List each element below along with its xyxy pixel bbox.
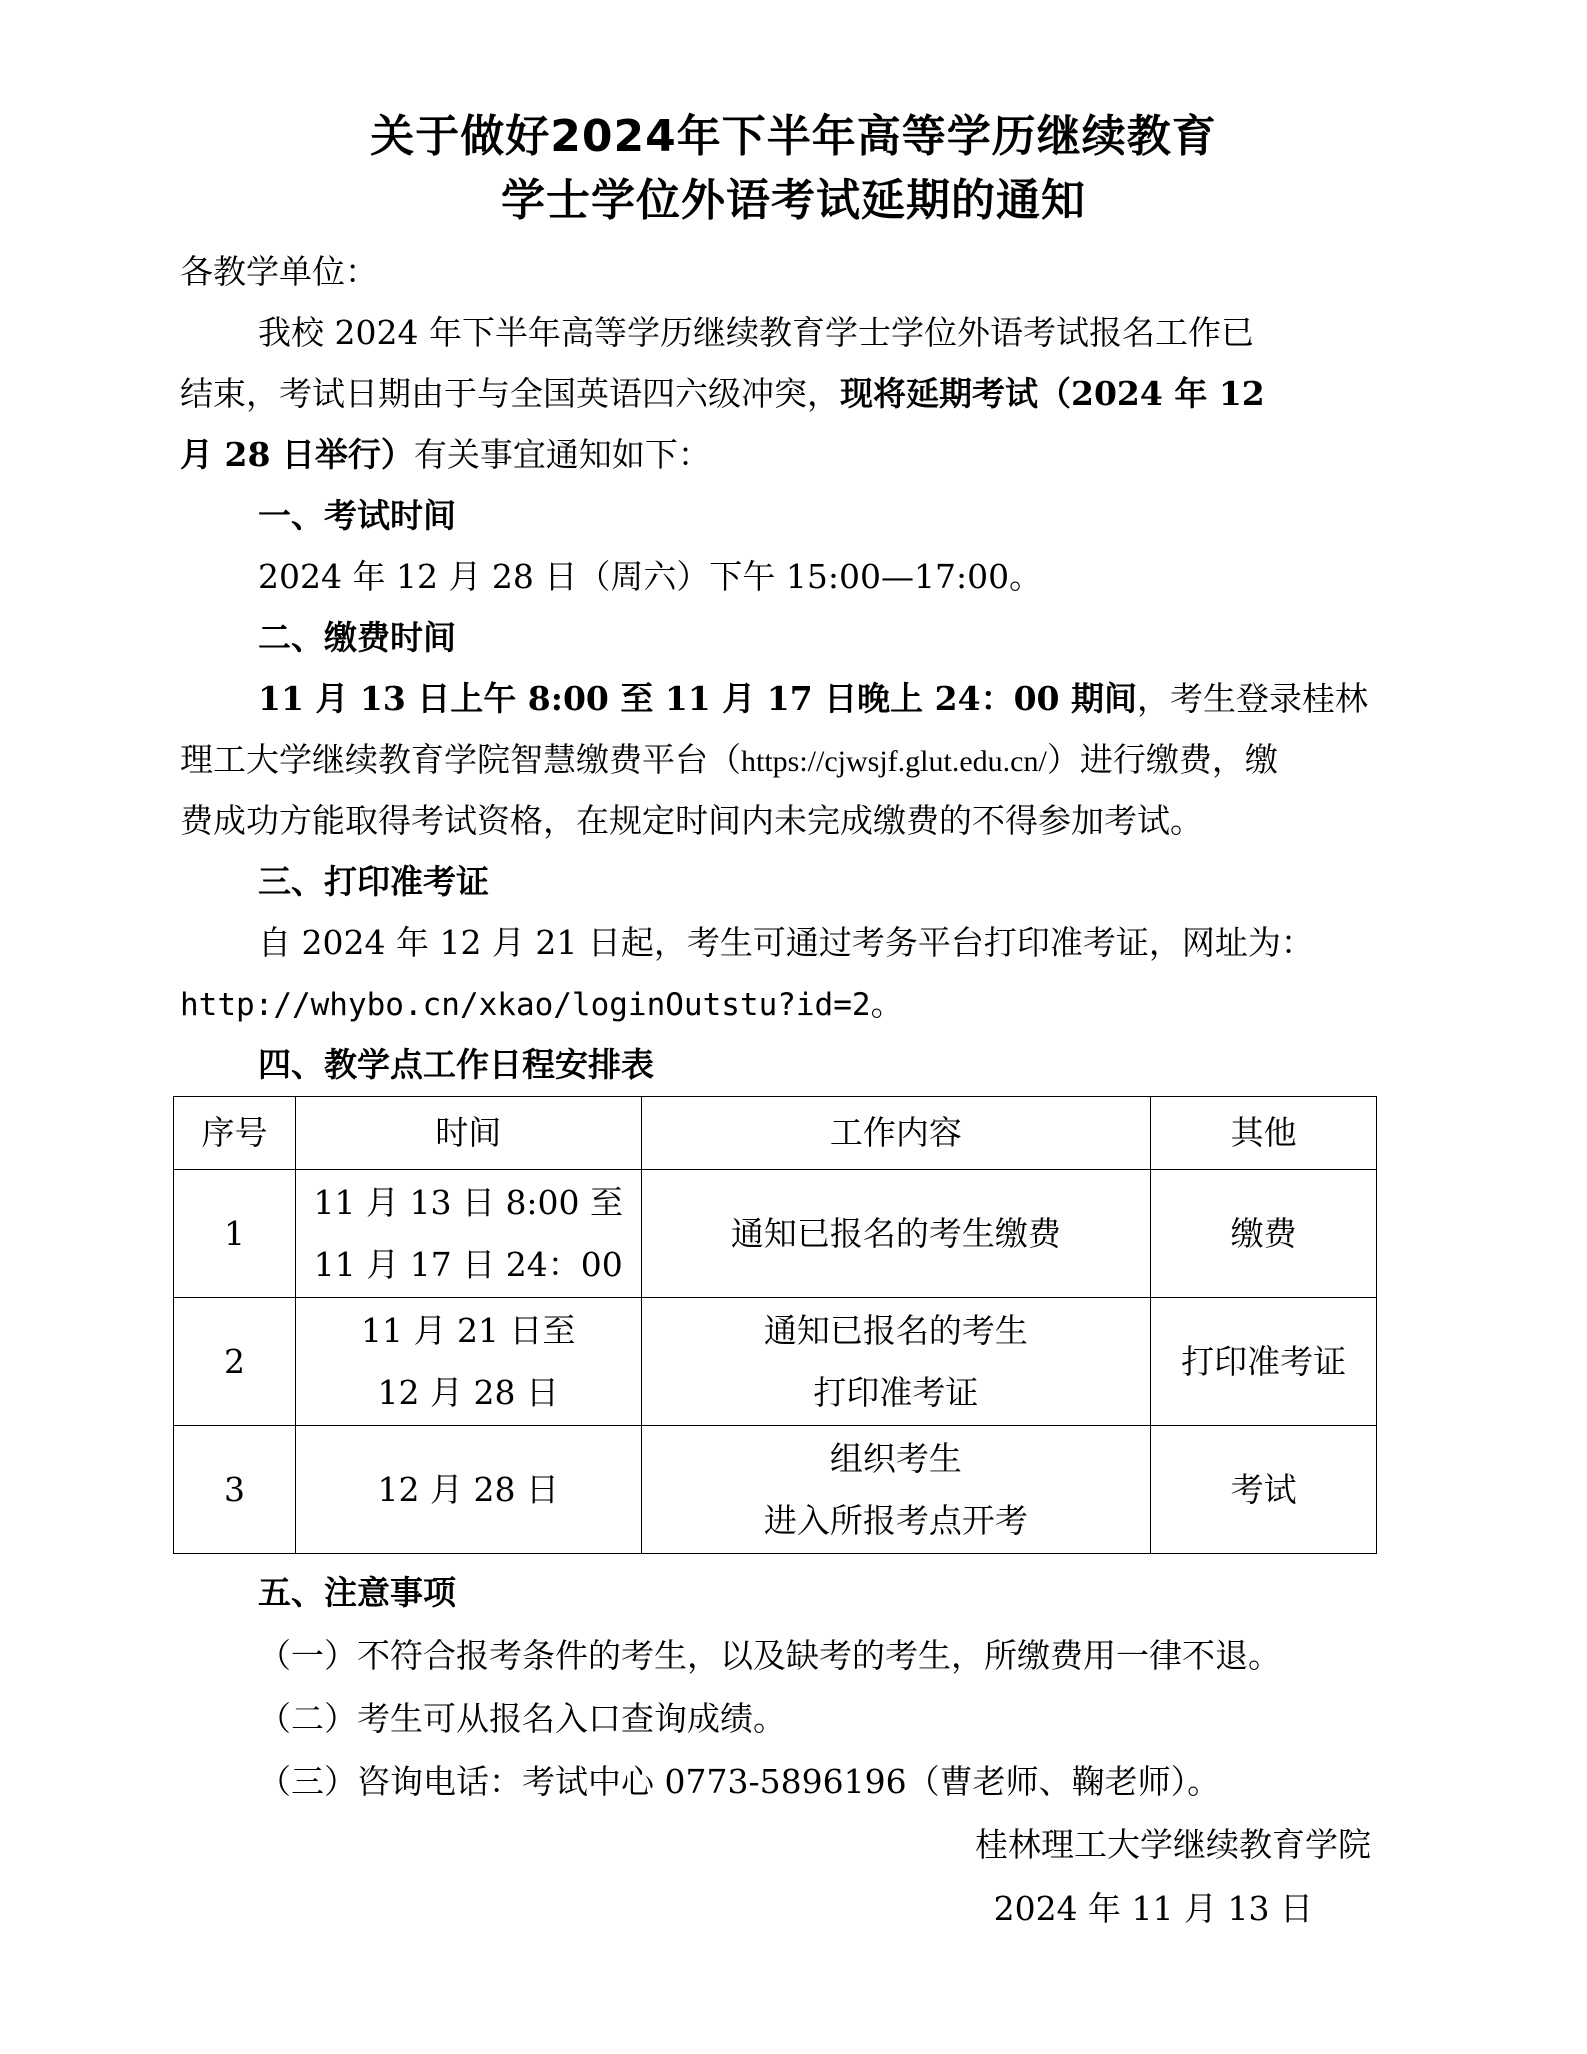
cell-content-line: 组织考生 xyxy=(829,1438,962,1478)
notice-item-3: （三）咨询电话：考试中心 0773-5896196（曹老师、鞠老师）。 xyxy=(258,1762,1221,1801)
section-5-heading: 五、注意事项 xyxy=(258,1573,456,1612)
section-2-line-2-text-b: ）进行缴费，缴 xyxy=(1046,740,1278,779)
header-time: 时间 xyxy=(295,1097,641,1170)
intro-line-3 xyxy=(180,424,1380,486)
cell-time-line: 11 月 17 日 24：00 xyxy=(313,1244,623,1284)
notice-item-2: （二）考生可从报名入口查询成绩。 xyxy=(258,1699,786,1738)
cell-time-line: 11 月 21 日至 xyxy=(361,1310,576,1350)
table-header-row xyxy=(174,1097,1377,1170)
cell-time xyxy=(295,1298,641,1426)
section-2-line-1 xyxy=(258,668,1458,730)
signature-organization: 桂林理工大学继续教育学院 xyxy=(975,1825,1371,1864)
cell-time xyxy=(295,1426,641,1554)
page-title-line-2: 学士学位外语考试延期的通知 xyxy=(501,175,1086,226)
exam-admission-link[interactable]: http://whybo.cn/xkao/loginOutstu?id=2 xyxy=(180,987,871,1023)
section-4-heading: 四、教学点工作日程安排表 xyxy=(258,1045,654,1084)
cell-content xyxy=(641,1170,1151,1298)
cell-time-line: 11 月 13 日 8:00 至 xyxy=(313,1182,624,1222)
cell-other: 打印准考证 xyxy=(1151,1298,1377,1426)
section-1-heading: 一、考试时间 xyxy=(258,496,456,535)
header-other: 其他 xyxy=(1151,1097,1377,1170)
section-2-line-1-text: ，考生登录桂林 xyxy=(1136,679,1368,718)
section-3-heading: 三、打印准考证 xyxy=(258,862,489,901)
section-3-line-1: 自 2024 年 12 月 21 日起，考生可通过考务平台打印准考证，网址为： xyxy=(258,923,1314,962)
section-1-text: 2024 年 12 月 28 日（周六）下午 15:00—17:00。 xyxy=(258,557,1043,596)
cell-content-line: 通知已报名的考生 xyxy=(763,1310,1028,1350)
cell-time-line: 12 月 28 日 xyxy=(377,1469,559,1509)
cell-no: 3 xyxy=(174,1426,296,1554)
payment-platform-link[interactable]: https://cjwsjf.glut.edu.cn/ xyxy=(741,745,1047,778)
section-2-line-3: 费成功方能取得考试资格，在规定时间内未完成缴费的不得参加考试。 xyxy=(180,801,1203,840)
intro-line-2-emphasis: 现将延期考试（2024 年 12 xyxy=(840,374,1265,413)
notice-item-1: （一）不符合报考条件的考生，以及缺考的考生，所缴费用一律不退。 xyxy=(258,1636,1281,1675)
header-content: 工作内容 xyxy=(641,1097,1151,1170)
intro-line-2-text: 结束，考试日期由于与全国英语四六级冲突， xyxy=(180,374,840,413)
cell-no: 2 xyxy=(174,1298,296,1426)
cell-other: 考试 xyxy=(1151,1426,1377,1554)
intro-line-3-text: 有关事宜通知如下： xyxy=(413,435,711,474)
intro-line-1: 我校 2024 年下半年高等学历继续教育学士学位外语考试报名工作已 xyxy=(258,313,1254,352)
table-row xyxy=(174,1426,1377,1554)
section-3-line-2 xyxy=(180,973,1380,1036)
header-no: 序号 xyxy=(174,1097,296,1170)
table-row xyxy=(174,1298,1377,1426)
table-row xyxy=(174,1170,1377,1298)
cell-content-line: 通知已报名的考生缴费 xyxy=(730,1213,1061,1253)
cell-time xyxy=(295,1170,641,1298)
signature-date: 2024 年 11 月 13 日 xyxy=(993,1889,1313,1928)
page-title-line-1: 关于做好2024年下半年高等学历继续教育 xyxy=(370,111,1217,162)
cell-content xyxy=(641,1426,1151,1554)
intro-line-3-emphasis: 月 28 日举行） xyxy=(180,435,414,474)
salutation: 各教学单位： xyxy=(180,252,378,291)
cell-other: 缴费 xyxy=(1151,1170,1377,1298)
section-2-line-2-text-a: 理工大学继续教育学院智慧缴费平台（ xyxy=(180,740,741,779)
cell-content-line: 打印准考证 xyxy=(813,1372,979,1412)
payment-period: 11 月 13 日上午 8:00 至 11 月 17 日晚上 24：00 期间 xyxy=(258,679,1137,718)
cell-time-line: 12 月 28 日 xyxy=(377,1372,559,1412)
intro-line-2 xyxy=(180,363,1380,425)
section-3-url-suffix: 。 xyxy=(870,984,904,1023)
cell-content xyxy=(641,1298,1151,1426)
cell-content-line: 进入所报考点开考 xyxy=(763,1500,1028,1540)
schedule-table xyxy=(173,1096,1377,1554)
section-2-heading: 二、缴费时间 xyxy=(258,618,456,657)
section-2-line-2 xyxy=(180,729,1380,793)
cell-no: 1 xyxy=(174,1170,296,1298)
